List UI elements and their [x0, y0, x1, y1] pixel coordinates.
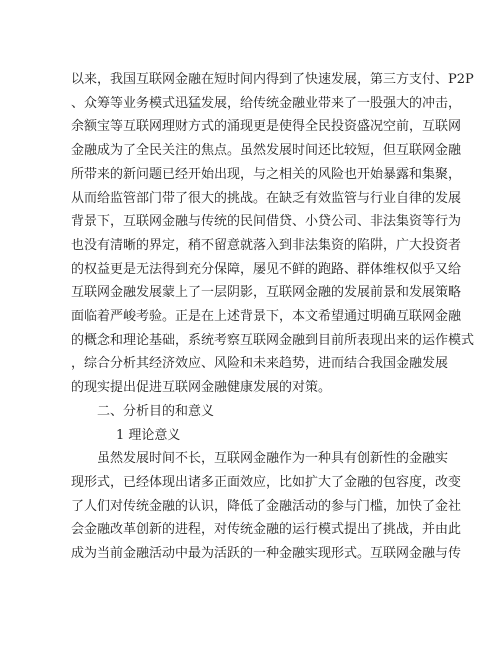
section-heading: 二、分析目的和意义 [97, 403, 215, 419]
text-line: 金融成为了全民关注的焦点。虽然发展时间还比较短，但互联网金融 [71, 143, 462, 159]
text-line: 也没有清晰的界定，稍不留意就落入到非法集资的陷阱，广大投资者 [71, 237, 462, 253]
text-line: 虽然发展时间不长，互联网金融作为一种具有创新性的金融实 [97, 451, 449, 467]
text-line: 背景下，互联网金融与传统的民间借贷、小贷公司、非法集资等行为 [71, 214, 462, 230]
text-line: 现形式，已经体现出诸多正面效应，比如扩大了金融的包容度，改变 [71, 474, 462, 490]
subsection-heading: 1 理论意义 [116, 427, 181, 443]
text-line: ，综合分析其经济效应、风险和未来趋势，进而结合我国金融发展 [71, 356, 449, 372]
document-body [71, 68, 475, 566]
text-line: 所带来的新问题已经开始出现，与之相关的风险也开始暴露和集聚， [71, 166, 462, 182]
text-line: 的权益更是无法得到充分保障，屡见不鲜的跑路、群体维权似乎又给 [71, 261, 462, 277]
text-line: 余额宝等互联网理财方式的涌现更是使得全民投资盛况空前，互联网 [71, 119, 462, 135]
text-line: 的现实提出促进互联网金融健康发展的对策。 [71, 380, 332, 396]
background-paragraph [71, 68, 475, 400]
text-line: 面临着严峻考验。正是在上述背景下，本文希望通过明确互联网金融 [71, 309, 462, 325]
theory-significance-paragraph [71, 447, 462, 566]
text-line: 成为当前金融活动中最为活跃的一种金融实现形式。互联网金融与传 [71, 546, 462, 562]
text-line: 的概念和理论基础，系统考察互联网金融到目前所表现出来的运作模式 [71, 332, 475, 348]
text-line: 会金融改革创新的进程，对传统金融的运行模式提出了挑战，并由此 [71, 522, 462, 538]
text-line: 了人们对传统金融的认识，降低了金融活动的参与门槛，加快了金社 [71, 498, 462, 514]
text-line: 、众筹等业务模式迅猛发展，给传统金融业带来了一股强大的冲击， [71, 95, 462, 111]
text-line: 从而给监管部门带了很大的挑战。在缺乏有效监管与行业自律的发展 [71, 190, 462, 206]
text-line: 互联网金融发展蒙上了一层阴影，互联网金融的发展前景和发展策略 [71, 285, 462, 301]
text-line: 以来，我国互联网金融在短时间内得到了快速发展，第三方支付、P2P [71, 72, 474, 87]
